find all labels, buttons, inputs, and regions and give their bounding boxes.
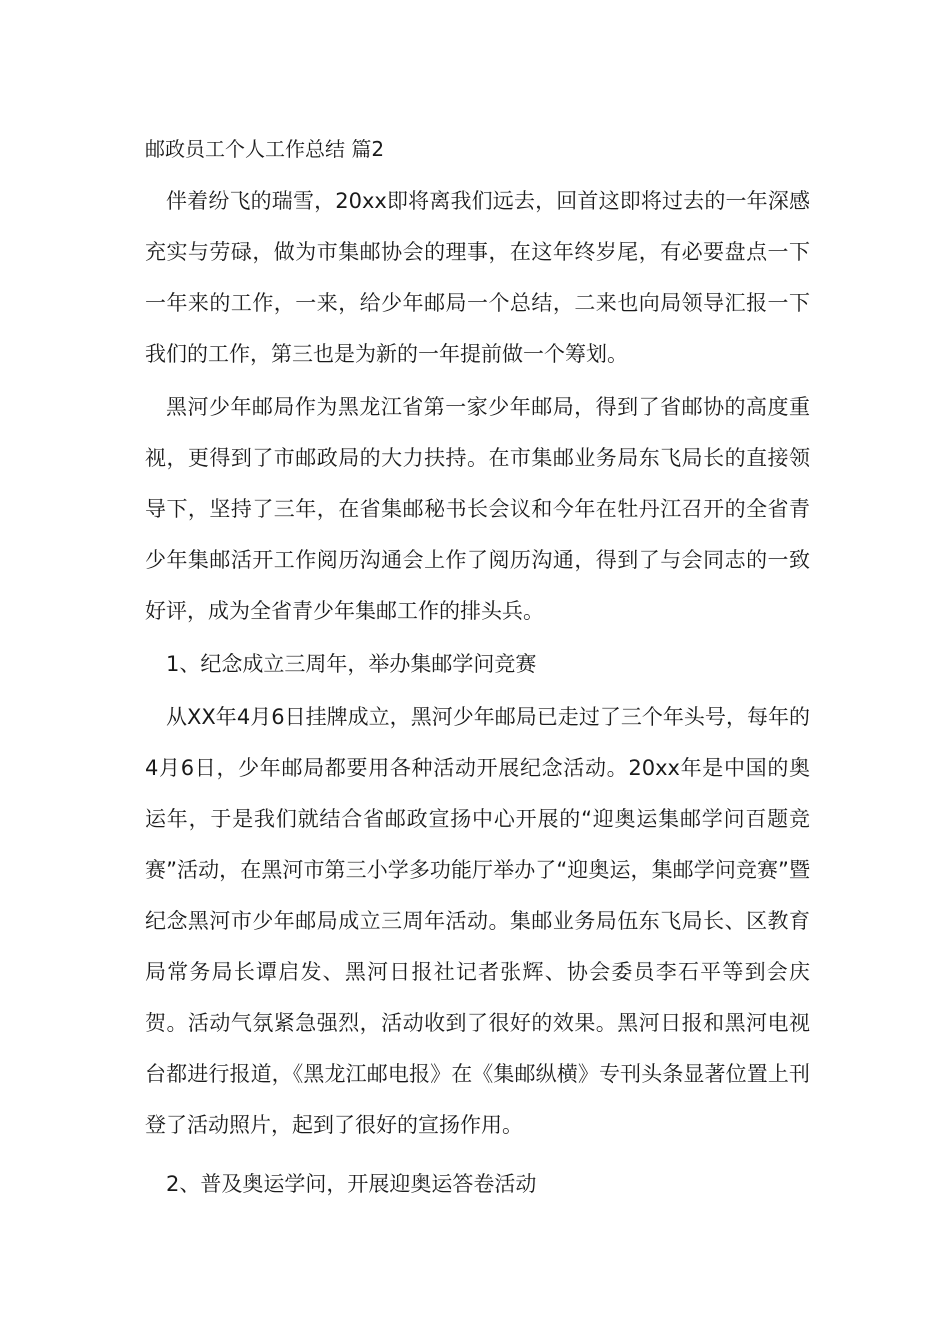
section-1-paragraph: 从XX年4月6日挂牌成立，黑河少年邮局已走过了三个年头号，每年的4月6日，少年邮局都要用各种活动开展纪念活动。20xx年是中国的奥运年，于是我们就结合省邮政宣扬中心开展的“迎奥运集邮学问百题竞赛”活动，在黑河市第三小学多功能厅举办了“迎奥运，集邮学问竞赛”暨纪念黑河市少年邮局成立三周年活动。集邮业务局伍东飞局长、区教育局常务局长谭启发、黑河日报社记者张辉、协会委员李石平等到会庆贺。活动气氛紧急强烈，活动收到了很好的效果。黑河日报和黑河电视台都进行报道，《黑龙江邮电报》在《集邮纵横》专刊头条显著位置上刊登了活动照片，起到了很好的宣扬作用。 (145, 705, 810, 1137)
document-body (145, 132, 810, 1210)
paragraph-background: 黑河少年邮局作为黑龙江省第一家少年邮局，得到了省邮协的高度重视，更得到了市邮政局的大力扶持。在市集邮业务局东飞局长的直接领导下，坚持了三年，在省集邮秘书长会议和今年在牡丹江召开的全省青少年集邮活开工作阅历沟通会上作了阅历沟通，得到了与会同志的一致好评，成为全省青少年集邮工作的排头兵。 (145, 395, 810, 623)
section-spacer (145, 1151, 810, 1159)
paragraph-intro: 伴着纷飞的瑞雪，20xx即将离我们远去，回首这即将过去的一年深感充实与劳碌，做为市集邮协会的理事，在这年终岁尾，有必要盘点一下一年来的工作，一来，给少年邮局一个总结，二来也向局领导汇报一下我们的工作，第三也是为新的一年提前做一个筹划。 (145, 189, 810, 366)
document-title: 邮政员工个人工作总结 篇2 (145, 137, 385, 161)
section-2-heading: 2、普及奥运学问，开展迎奥运答卷活动 (166, 1172, 537, 1196)
section-1-heading: 1、纪念成立三周年，举办集邮学问竞赛 (166, 652, 537, 676)
